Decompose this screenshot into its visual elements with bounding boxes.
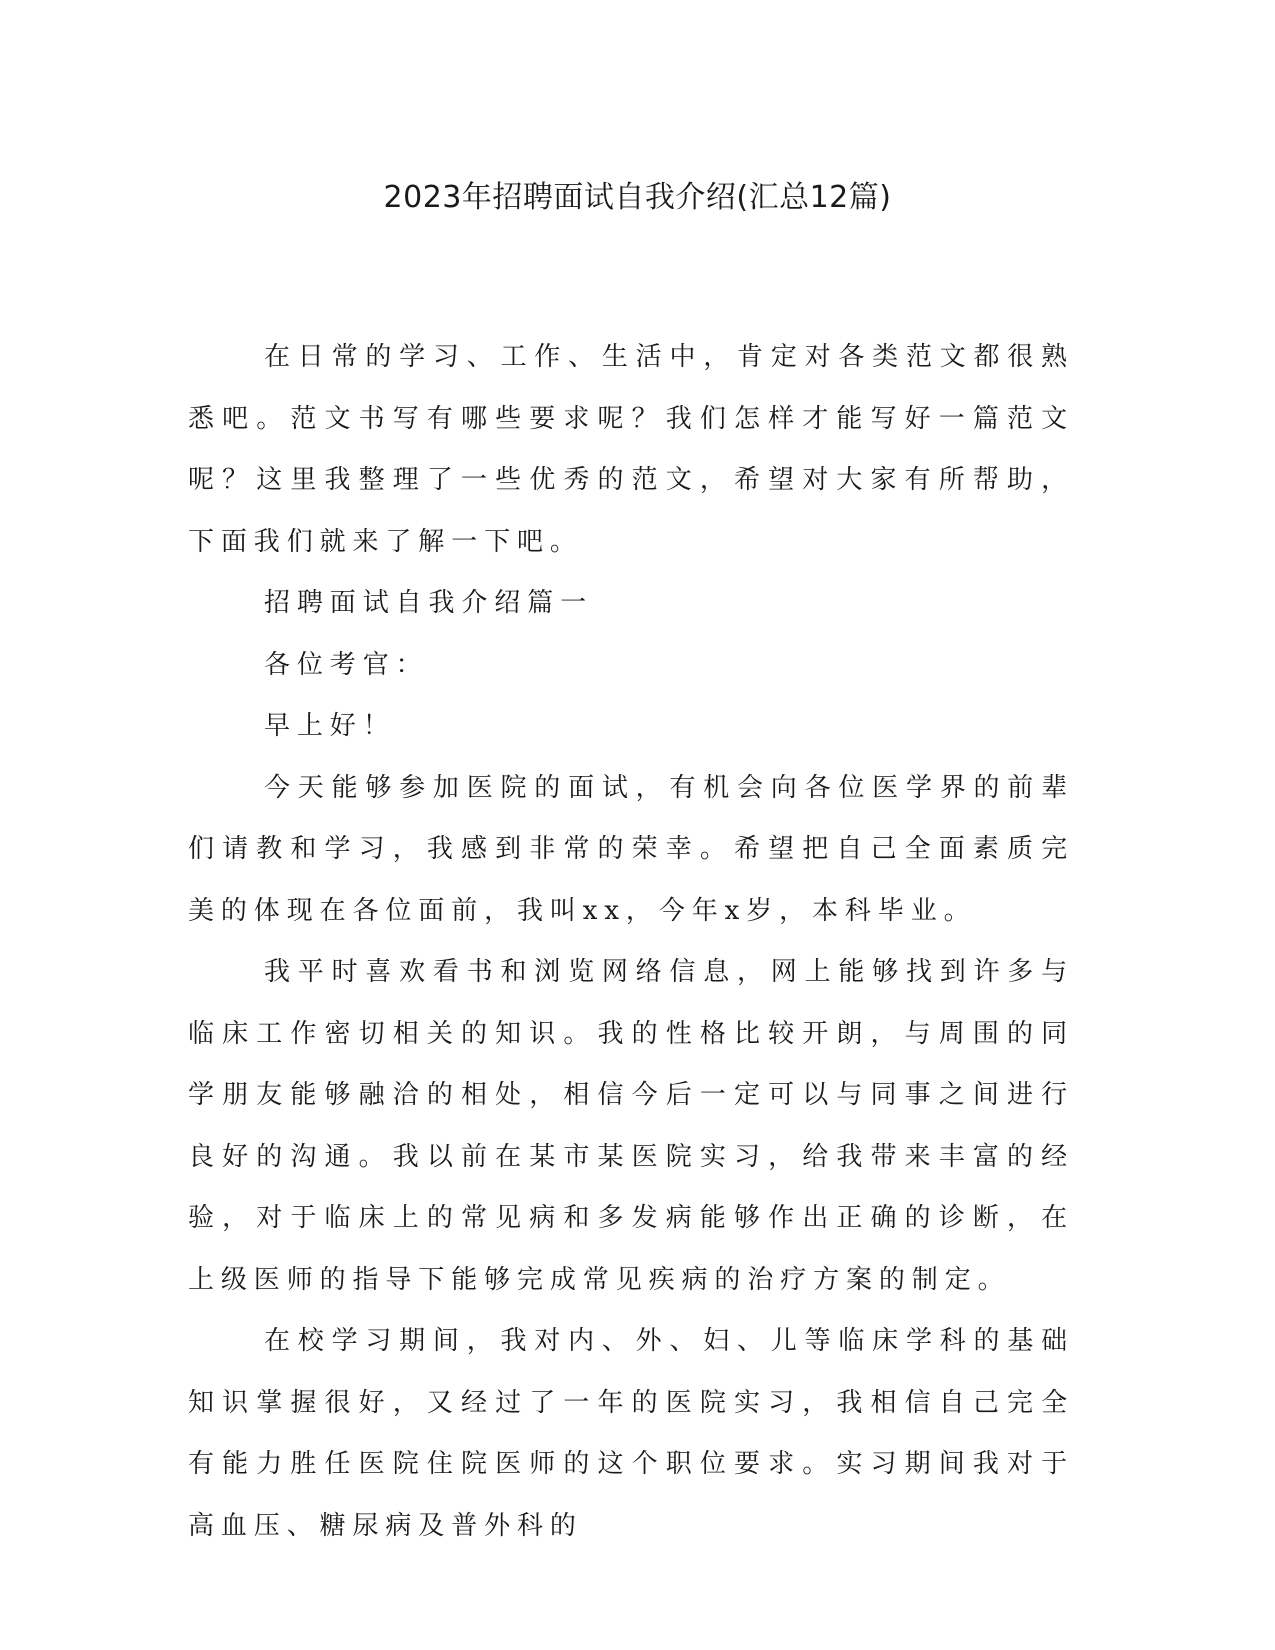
paragraph-intro: 在日常的学习、工作、生活中，肯定对各类范文都很熟悉吧。范文书写有哪些要求呢？我们怎样才能写好一篇范文呢？这里我整理了一些优秀的范文，希望对大家有所帮助，下面我们就来了解一下吧。 (188, 342, 1074, 557)
paragraph-personality: 我平时喜欢看书和浏览网络信息，网上能够找到许多与临床工作密切相关的知识。我的性格比较开朗，与周围的同学朋友能够融洽的相处，相信今后一定可以与同事之间进行良好的沟通。我以前在某市某医院实习，给我带来丰富的经验，对于临床上的常见病和多发病能够作出正确的诊断，在上级医师的指导下能够完成常见疾病的治疗方案的制定。 (188, 957, 1074, 1295)
document-title: 2023年招聘面试自我介绍(汇总12篇) (383, 180, 892, 215)
section-heading: 招聘面试自我介绍篇一 (264, 588, 594, 618)
paragraph-education: 在校学习期间，我对内、外、妇、儿等临床学科的基础知识掌握很好，又经过了一年的医院实习，我相信自己完全有能力胜任医院住院医师的这个职位要求。实习期间我对于高血压、糖尿病及普外科的 (188, 1326, 1074, 1541)
document-body (188, 327, 1074, 1557)
greeting: 早上好！ (264, 711, 396, 741)
salutation: 各位考官： (264, 649, 429, 680)
paragraph-introduction: 今天能够参加医院的面试，有机会向各位医学界的前辈们请教和学习，我感到非常的荣幸。希望把自己全面素质完美的体现在各位面前，我叫xx，今年x岁，本科毕业。 (188, 772, 1074, 926)
